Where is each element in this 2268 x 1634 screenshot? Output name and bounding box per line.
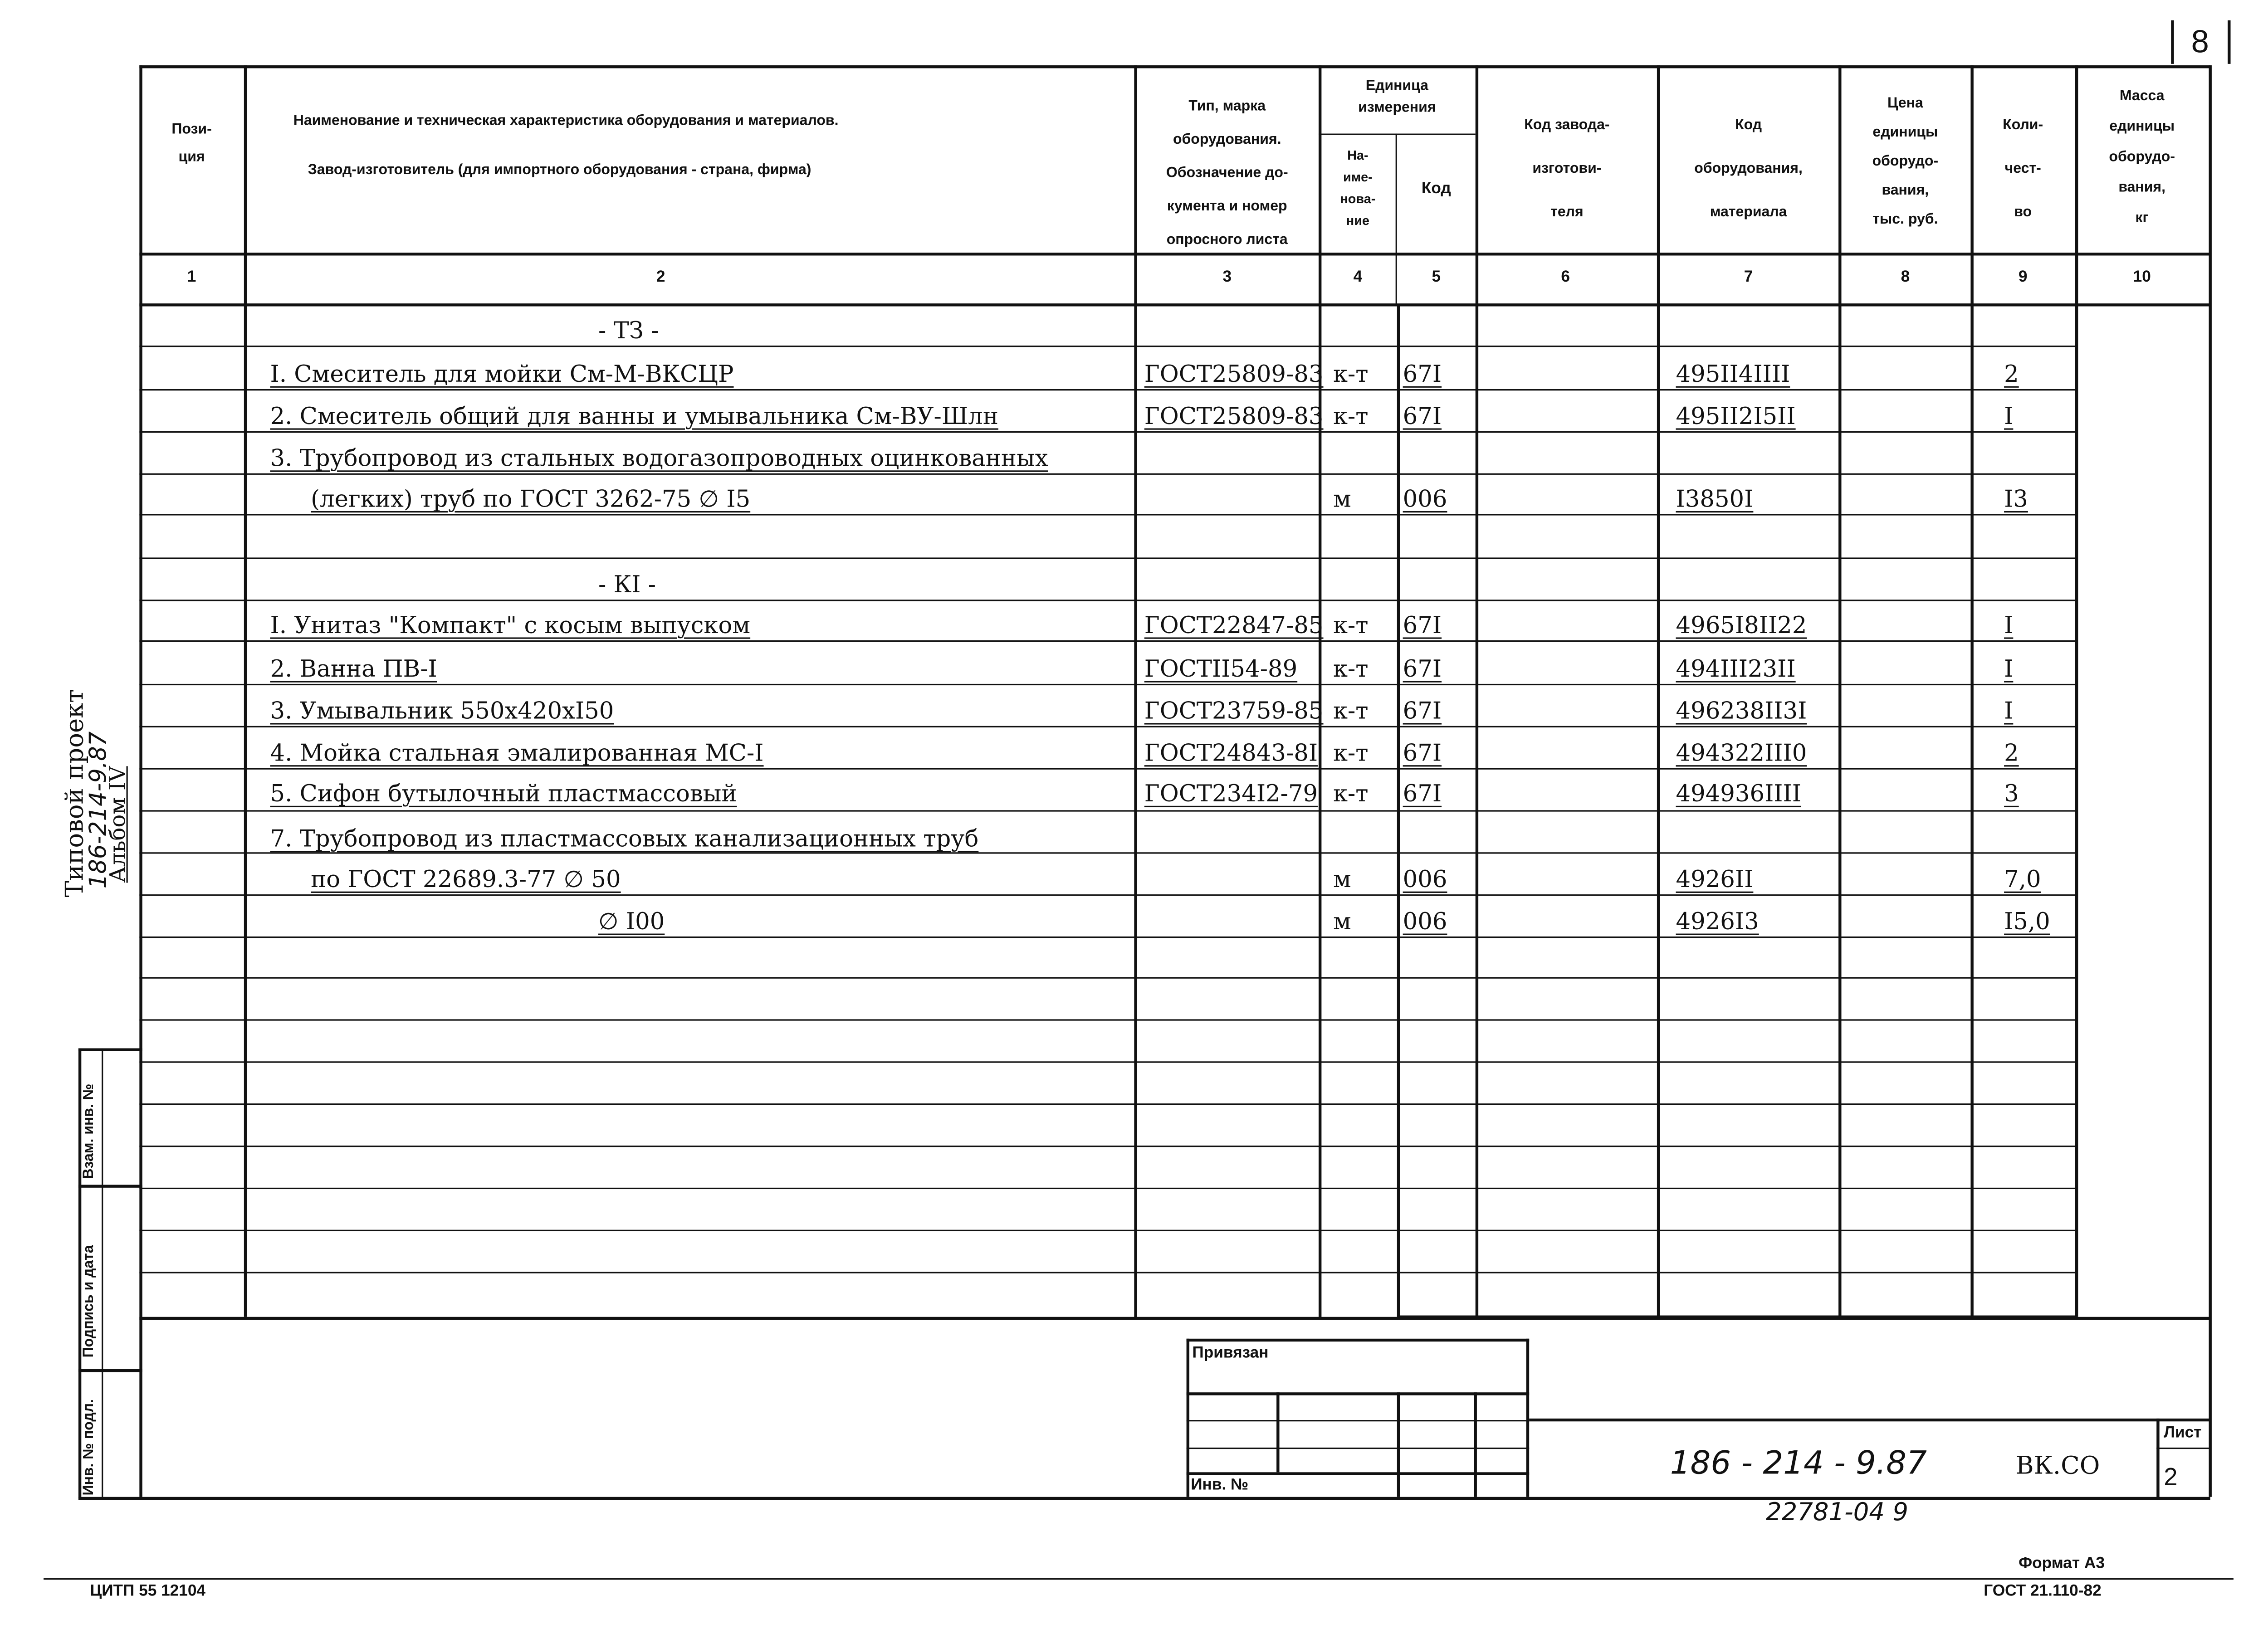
row-code: 67I — [1403, 360, 1442, 388]
row-code: 67I — [1403, 780, 1442, 808]
privyazan-line — [1187, 1420, 1530, 1421]
header-pos: Пози- ция — [171, 122, 212, 166]
row-qty: 2 — [2004, 739, 2019, 767]
header-unit-name: На- име- нова- ние — [1340, 148, 1376, 228]
row-code: 67I — [1403, 654, 1442, 683]
row-qty: 7,0 — [2004, 865, 2041, 893]
row-code: 006 — [1403, 907, 1447, 935]
side-project-album: Альбом IV — [104, 766, 131, 883]
column-number: 4 — [1353, 268, 1363, 286]
row-line — [139, 894, 2077, 896]
list-box-split — [2156, 1448, 2210, 1449]
side-stamp-mid — [102, 1048, 103, 1498]
frame-top — [139, 65, 2210, 68]
header-type: Тип, марка оборудования. Обозначение до- кумента и номер опросного листа — [1166, 98, 1288, 249]
side-stamp-line — [78, 1497, 142, 1500]
row-line — [139, 1272, 2077, 1273]
row-code: 67I — [1403, 739, 1442, 767]
row-type: ГОСТ23759-85 — [1144, 697, 1324, 725]
column-number: 2 — [656, 268, 665, 286]
row-unit: к-т — [1333, 611, 1369, 639]
column-number-line — [139, 303, 2210, 306]
inv-no-label: Инв. № — [1191, 1476, 1249, 1494]
column-number: 3 — [1222, 268, 1232, 286]
row-qty: 2 — [2004, 360, 2019, 388]
header-equip-code: Код оборудования, материала — [1694, 117, 1803, 221]
row-type: ГОСТ24843-8I — [1144, 739, 1318, 767]
row-line — [139, 557, 2077, 559]
row-name: 3. Трубопровод из стальных водогазопроводных оцинкованных — [270, 444, 1048, 472]
row-equip: 496238II3I — [1676, 697, 1807, 725]
row-line — [139, 810, 2077, 811]
row-unit: к-т — [1333, 402, 1369, 430]
row-equip: 4926II — [1676, 865, 1754, 893]
row-name: 2. Смеситель общий для ванны и умывальника См-ВУ-Шлн — [270, 402, 998, 430]
frame-right — [2209, 65, 2211, 1497]
row-line — [139, 640, 2077, 642]
col-line — [1657, 65, 1660, 1317]
row-line — [139, 1230, 2077, 1231]
row-type: ГОСТ25809-83 — [1144, 402, 1324, 430]
sheet-number-divider — [2228, 20, 2230, 64]
row-type: ГОСТII54-89 — [1144, 654, 1298, 683]
column-number: 9 — [2018, 268, 2028, 286]
row-unit: к-т — [1333, 697, 1369, 725]
row-line — [139, 726, 2077, 727]
row-line — [139, 1146, 2077, 1147]
row-name: - ТЗ - — [598, 316, 659, 344]
row-line — [139, 977, 2077, 979]
list-label: Лист — [2164, 1424, 2202, 1442]
privyazan-label: Привязан — [1192, 1344, 1269, 1362]
list-number: 2 — [2164, 1463, 2178, 1491]
privyazan-vline — [1276, 1392, 1279, 1472]
row-name: по ГОСТ 22689.3-77 ∅ 50 — [311, 865, 621, 893]
row-line — [139, 1103, 2077, 1105]
col-line — [1396, 134, 1397, 305]
row-code: 67I — [1403, 402, 1442, 430]
row-type: ГОСТ25809-83 — [1144, 360, 1324, 388]
col-line-bold — [2075, 65, 2078, 1317]
row-equip: 4965I8II22 — [1676, 611, 1807, 639]
row-line — [139, 684, 2077, 685]
row-unit: к-т — [1333, 780, 1369, 808]
row-equip: 494936IIII — [1676, 780, 1802, 808]
row-unit: м — [1333, 907, 1351, 935]
row-qty: I — [2004, 697, 2014, 725]
row-code: 67I — [1403, 611, 1442, 639]
col-line — [1838, 65, 1841, 1317]
side-stamp-line — [78, 1048, 142, 1051]
col-line — [1134, 65, 1137, 1318]
side-podpis-label: Подпись и дата — [81, 1245, 98, 1358]
footer-line — [44, 1578, 2234, 1580]
row-unit: к-т — [1333, 654, 1369, 683]
row-code: 67I — [1403, 697, 1442, 725]
footer-left: ЦИТП 55 12104 — [90, 1582, 206, 1600]
row-name: ∅ I00 — [598, 907, 665, 935]
row-name: 3. Умывальник 550х420хI50 — [270, 697, 614, 725]
row-equip: 495II4IIII — [1676, 360, 1790, 388]
row-line — [139, 346, 2077, 347]
privyazan-vline — [1397, 1392, 1400, 1497]
table-body-bottom — [139, 1317, 2210, 1320]
document-code: 186 - 214 - 9.87 — [1670, 1446, 1927, 1483]
row-name: - КI - — [598, 571, 656, 599]
row-line — [139, 473, 2077, 475]
column-number: 7 — [1744, 268, 1753, 286]
column-number: 6 — [1561, 268, 1570, 286]
row-unit: м — [1333, 485, 1351, 513]
col-line — [1476, 65, 1478, 1317]
row-line — [139, 1061, 2077, 1063]
row-equip: I3850I — [1676, 485, 1754, 513]
row-line — [139, 1019, 2077, 1020]
row-name: 7. Трубопровод из пластмассовых канализационных труб — [270, 824, 979, 853]
row-line — [139, 1188, 2077, 1189]
header-unit: Единица измерения — [1358, 78, 1436, 117]
side-project-number: 186-214-9.87 — [84, 731, 112, 889]
registration-number: 22781-04 9 — [1766, 1498, 1909, 1527]
row-line — [139, 768, 2077, 770]
row-equip: 495II2I5II — [1676, 402, 1796, 430]
column-number: 5 — [1432, 268, 1441, 286]
frame-left — [139, 65, 142, 1497]
side-stamp-line — [78, 1369, 142, 1372]
row-qty: I — [2004, 654, 2014, 683]
row-line — [139, 600, 2077, 601]
header-qty: Коли- чест- во — [2003, 117, 2043, 221]
footer-format: Формат А3 — [2019, 1555, 2105, 1573]
list-box-left — [2156, 1419, 2159, 1498]
col-line — [244, 65, 247, 1317]
column-number: 1 — [187, 268, 196, 286]
row-equip: 494III23II — [1676, 654, 1796, 683]
row-qty: I3 — [2004, 485, 2028, 513]
document-mark: ВК.СО — [2015, 1452, 2100, 1481]
row-qty: I — [2004, 611, 2014, 639]
row-name: 4. Мойка стальная эмалированная МС-I — [270, 739, 764, 767]
title-block-top — [1529, 1419, 2210, 1421]
row-line — [139, 514, 2077, 515]
row-type: ГОСТ234I2-79 — [1144, 780, 1318, 808]
privyazan-line — [1187, 1392, 1530, 1395]
row-name: (легких) труб по ГОСТ 3262-75 ∅ I5 — [311, 485, 751, 513]
row-line — [139, 389, 2077, 390]
row-line — [139, 431, 2077, 433]
side-project-title: Типовой проект — [61, 689, 90, 897]
header-name-line1: Наименование и техническая характеристика оборудования и материалов. — [293, 113, 839, 129]
column-number: 10 — [2133, 268, 2151, 286]
row-equip: 494322III0 — [1676, 739, 1807, 767]
row-unit: м — [1333, 865, 1351, 893]
row-unit: к-т — [1333, 360, 1369, 388]
col-line — [1970, 65, 1973, 1317]
side-vzam-label: Взам. инв. № — [81, 1083, 98, 1179]
row-code: 006 — [1403, 865, 1447, 893]
header-plant-code: Код завода- изготови- теля — [1524, 117, 1610, 221]
privyazan-line — [1187, 1448, 1530, 1449]
row-qty: I — [2004, 402, 2014, 430]
header-mass: Масса единицы оборудо- вания, кг — [2109, 88, 2175, 227]
row-name: 5. Сифон бутылочный пластмассовый — [270, 780, 737, 808]
column-number: 8 — [1901, 268, 1910, 286]
header-price: Цена единицы оборудо- вания, тыс. руб. — [1872, 96, 1939, 228]
row-qty: 3 — [2004, 780, 2019, 808]
row-name: I. Смеситель для мойки См-М-ВКСЦР — [270, 360, 734, 388]
privyazan-vline — [1474, 1392, 1477, 1497]
sheet-number: 8 — [2191, 23, 2209, 60]
row-unit: к-т — [1333, 739, 1369, 767]
row-name: I. Унитаз "Компакт" с косым выпуском — [270, 611, 751, 639]
row-code: 006 — [1403, 485, 1447, 513]
row-equip: 4926I3 — [1676, 907, 1759, 935]
side-stamp-line — [78, 1185, 142, 1187]
sheet-number-divider — [2171, 20, 2174, 64]
footer-gost: ГОСТ 21.110-82 — [1984, 1582, 2102, 1600]
row-name: 2. Ванна ПВ-I — [270, 654, 437, 683]
header-unit-code: Код — [1421, 180, 1451, 198]
col-line — [1319, 65, 1321, 1318]
row-line — [139, 937, 2077, 938]
side-inv-label: Инв. № подл. — [81, 1399, 98, 1496]
row-qty: I5,0 — [2004, 907, 2050, 935]
header-name-line2: Завод-изготовитель (для импортного оборудования - страна, фирма) — [308, 162, 811, 179]
privyazan-line — [1187, 1472, 1530, 1475]
row-type: ГОСТ22847-85 — [1144, 611, 1324, 639]
